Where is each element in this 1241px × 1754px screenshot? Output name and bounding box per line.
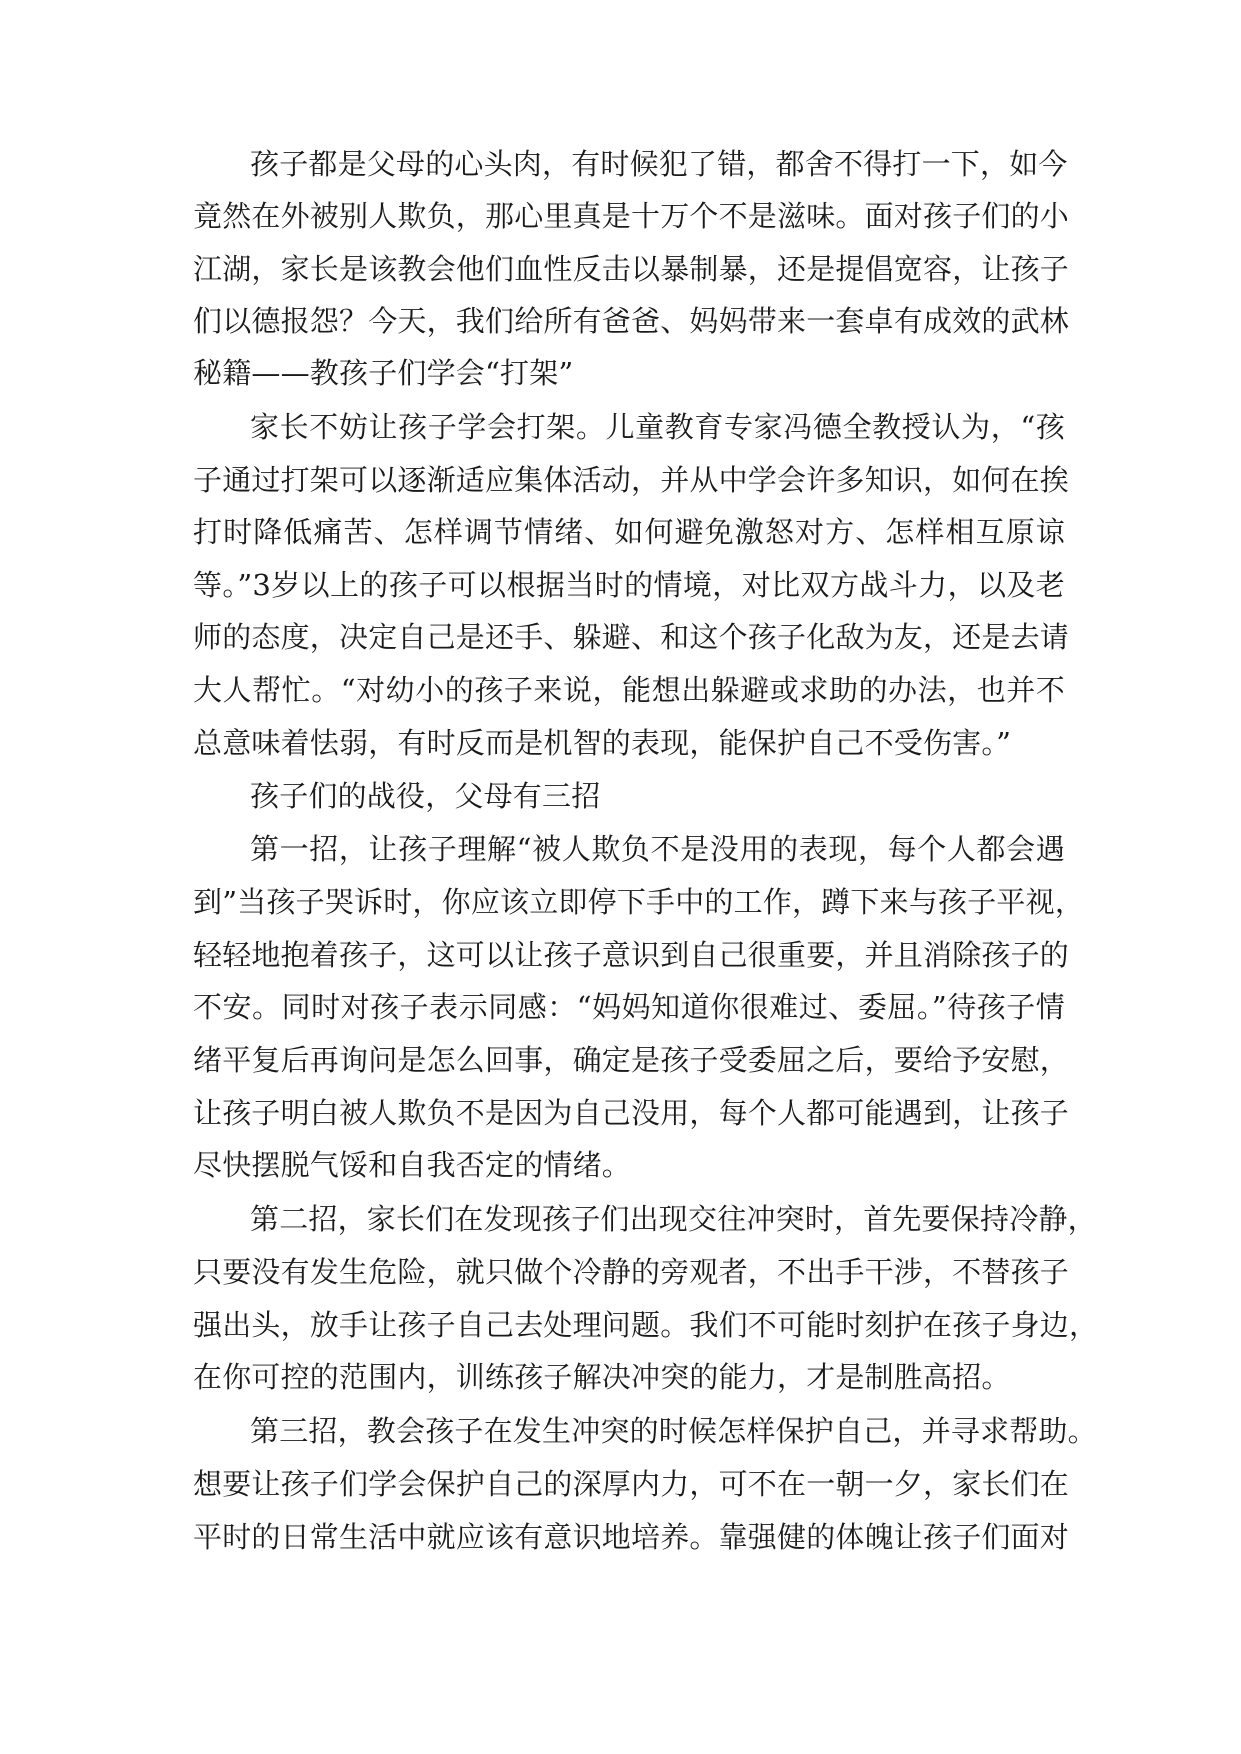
text-line: 到”当孩子哭诉时，你应该立即停下手中的工作，蹲下来与孩子平视， <box>193 885 1085 919</box>
text-line: 第一招，让孩子理解“被人欺负不是没用的表现，每个人都会遇 <box>250 832 1065 866</box>
text-line: 让孩子明白被人欺负不是因为自己没用，每个人都可能遇到，让孩子 <box>193 1096 1070 1130</box>
text-line: 想要让孩子们学会保护自己的深厚内力，可不在一朝一夕，家长们在 <box>193 1467 1070 1501</box>
text-line: 江湖，家长是该教会他们血性反击以暴制暴，还是提倡宽容，让孩子 <box>193 252 1070 286</box>
text-line: 大人帮忙。“对幼小的孩子来说，能想出躲避或求助的办法，也并不 <box>193 673 1065 707</box>
text-line: 打时降低痛苦、怎样调节情绪、如何避免激怒对方、怎样相互原谅 <box>193 515 1065 549</box>
text-line: 总意味着怯弱，有时反而是机智的表现，能保护自己不受伤害。” <box>193 726 1012 760</box>
section-heading: 孩子们的战役，父母有三招 <box>250 779 601 813</box>
text-line: 在你可控的范围内，训练孩子解决冲突的能力，才是制胜高招。 <box>193 1360 1011 1394</box>
text-line: 平时的日常生活中就应该有意识地培养。靠强健的体魄让孩子们面对 <box>193 1520 1070 1554</box>
text-line: 等。”3岁以上的孩子可以根据当时的情境，对比双方战斗力，以及老 <box>193 568 1065 602</box>
text-line: 只要没有发生危险，就只做个冷静的旁观者，不出手干涉，不替孩子 <box>193 1255 1070 1289</box>
text-line: 第二招，家长们在发现孩子们出现交往冲突时，首先要保持冷静， <box>250 1202 1097 1236</box>
text-line: 第三招，教会孩子在发生冲突的时候怎样保护自己，并寻求帮助。 <box>250 1414 1097 1448</box>
text-line: 轻轻地抱着孩子，这可以让孩子意识到自己很重要，并且消除孩子的 <box>193 938 1070 972</box>
text-line: 强出头，放手让孩子自己去处理问题。我们不可能时刻护在孩子身边， <box>193 1308 1099 1342</box>
text-line: 竟然在外被别人欺负，那心里真是十万个不是滋味。面对孩子们的小 <box>193 199 1070 233</box>
text-line: 秘籍——教孩子们学会“打架” <box>193 356 574 390</box>
text-line: 师的态度，决定自己是还手、躲避、和这个孩子化敌为友，还是去请 <box>193 620 1070 654</box>
text-line: 孩子都是父母的心头肉，有时候犯了错，都舍不得打一下，如今 <box>250 147 1068 181</box>
text-line: 尽快摆脱气馁和自我否定的情绪。 <box>193 1148 632 1182</box>
text-line: 绪平复后再询问是怎么回事，确定是孩子受委屈之后，要给予安慰， <box>193 1043 1070 1077</box>
text-line: 不安。同时对孩子表示同感：“妈妈知道你很难过、委屈。”待孩子情 <box>193 990 1065 1024</box>
text-line: 家长不妨让孩子学会打架。儿童教育专家冯德全教授认为，“孩 <box>250 410 1065 444</box>
text-line: 们以德报怨？今天，我们给所有爸爸、妈妈带来一套卓有成效的武林 <box>193 304 1070 338</box>
text-line: 子通过打架可以逐渐适应集体活动，并从中学会许多知识，如何在挨 <box>193 463 1070 497</box>
